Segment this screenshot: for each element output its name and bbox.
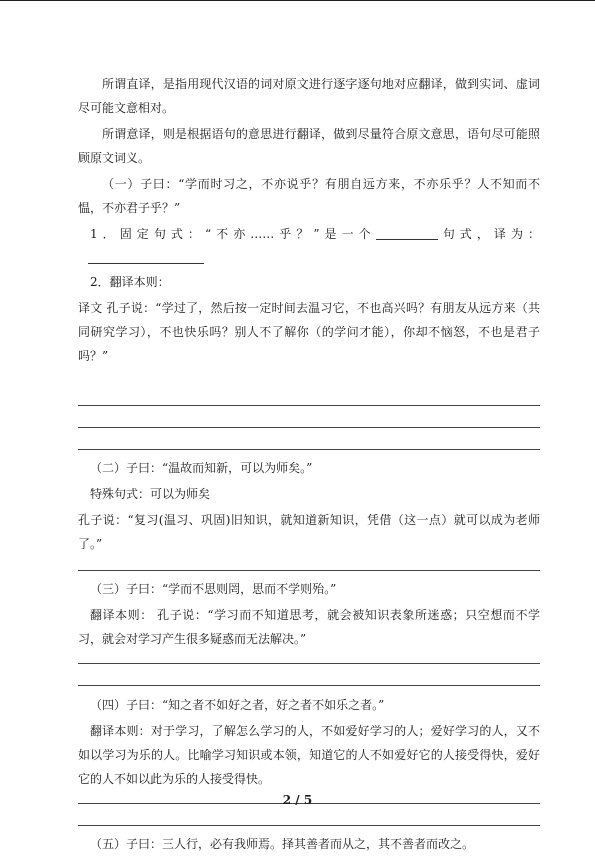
answer-blank-type[interactable] bbox=[376, 225, 438, 240]
item1-text-b: 句式，译为： bbox=[437, 227, 540, 241]
answer-line[interactable] bbox=[78, 449, 540, 450]
paragraph-literal-translation: 所谓直译，是指用现代汉语的词对原文进行逐字逐句地对应翻译，做到实词、虚词尽可能文意相对。 bbox=[78, 77, 540, 115]
section1-item2: 2．翻译本则： bbox=[90, 275, 170, 289]
section3-translation: 翻译本则： 孔子说：“学习而不知道思考，就会被知识表象所迷惑；只空想而不学习，就会对学习产生很多疑惑而无法解决。” bbox=[78, 608, 540, 646]
answer-line[interactable] bbox=[78, 570, 540, 571]
section2-translation: 孔子说：“复习(温习、巩固)旧知识，就知道新知识，凭借（这一点）就可以成为老师了。” bbox=[78, 513, 540, 551]
top-border bbox=[0, 0, 595, 1]
answer-blank-translation[interactable] bbox=[88, 249, 204, 264]
paragraph-free-translation: 所谓意译，则是根据语句的意思进行翻译，做到尽量符合原文意思，语句尽可能照顾原文词义。 bbox=[78, 127, 540, 165]
section4-translation: 翻译本则：对于学习，了解怎么学习的人，不如爱好学习的人；爱好学习的人，又不如以学习为乐的人。比喻学习知识或本领，知道它的人不如爱好它的人接受得快，爱好它的人不如以此为乐的人接受得快。 bbox=[78, 724, 540, 786]
answer-line[interactable] bbox=[78, 685, 540, 686]
section2-quote: （二）子曰：“温故而知新，可以为师矣。” bbox=[90, 461, 313, 475]
section1-item1 bbox=[78, 222, 540, 270]
document-body bbox=[78, 72, 540, 856]
answer-line[interactable] bbox=[78, 825, 540, 826]
section4-quote: （四）子曰：“知之者不如好之者，好之者不如乐之者。” bbox=[90, 698, 385, 712]
section1-quote: （一）子曰：“学而时习之，不亦说乎？有朋自远方来，不亦乐乎？人不知而不愠，不亦君子乎？” bbox=[78, 177, 540, 215]
section3-quote: （三）子曰：“学而不思则罔，思而不学则殆。” bbox=[90, 582, 337, 596]
section1-translation: 译文 孔子说：“学过了，然后按一定时间去温习它，不也高兴吗？有朋友从远方来（共同研究学习），不也快乐吗？别人不了解你（的学问才能），你却不恼怒，不也是君子吗？” bbox=[78, 301, 540, 363]
page-number: 2 / 5 bbox=[282, 793, 313, 807]
section2-special: 特殊句式：可以为师矣 bbox=[90, 487, 211, 501]
section5-quote: （五）子曰：三人行，必有我师焉。择其善者而从之，其不善者而改之。 bbox=[90, 837, 475, 851]
item1-text-a: 1．固定句式：“不亦……乎？”是一个 bbox=[90, 227, 376, 241]
